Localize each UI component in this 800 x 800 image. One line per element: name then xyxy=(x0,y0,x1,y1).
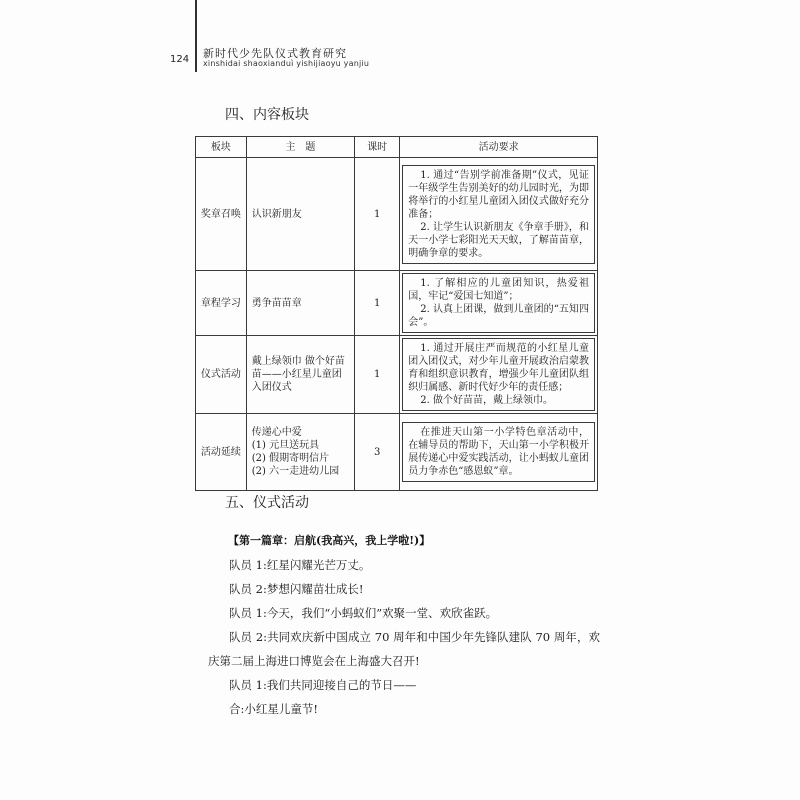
table-row xyxy=(196,158,598,271)
chapter-heading: 【第一篇章：启航(我高兴，我上学啦!)】 xyxy=(228,534,431,547)
cell-topic xyxy=(246,158,354,271)
cell-hours: 1 xyxy=(355,336,400,414)
requirement-item: 1. 通过“告别学前准备期”仪式，见证一年级学生告别美好的幼儿园时光，为即将举行的小红星儿童团入团仪式做好充分准备； xyxy=(408,169,589,220)
header-requirements: 活动要求 xyxy=(400,137,598,158)
content-blocks-table xyxy=(195,136,598,491)
header-hours: 课时 xyxy=(355,137,400,158)
table-row xyxy=(196,271,598,336)
topic-line: 戴上绿领巾 做个好苗苗——小红星儿童团入团仪式 xyxy=(251,356,345,393)
cell-topic xyxy=(246,336,354,414)
table-header-row xyxy=(196,137,598,158)
requirement-item: 2. 认真上团课，做到儿童团的“五知四会”。 xyxy=(408,304,589,328)
cell-hours: 1 xyxy=(355,271,400,336)
cell-requirements xyxy=(400,336,598,414)
topic-line: 传递心中爱 xyxy=(251,427,302,438)
cell-requirements xyxy=(400,271,598,336)
cell-topic xyxy=(246,414,354,491)
section-heading-ceremony: 五、仪式活动 xyxy=(225,495,309,511)
topic-line: 勇争苗苗章 xyxy=(251,297,302,309)
cell-block: 章程学习 xyxy=(196,271,247,336)
script-line: 队员 1:我们共同迎接自己的节日—— xyxy=(229,678,417,692)
topic-line: 认识新朋友 xyxy=(251,208,302,220)
requirement-item: 2. 让学生认识新朋友《争章手册》，和天一小学七彩阳光天天蚁，了解苗苗章，明确争章的要求。 xyxy=(408,221,589,259)
cell-topic xyxy=(246,271,354,336)
cell-block: 活动延续 xyxy=(196,414,247,491)
table-row xyxy=(196,336,598,414)
script-line: 队员 2:共同欢庆新中国成立 70 周年和中国少年先锋队建队 70 周年，欢庆第二届上海进口博览会在上海盛大召开! xyxy=(208,630,600,668)
requirement-item: 1. 了解相应的儿童团知识，热爱祖国，牢记“爱国七知道”； xyxy=(408,278,589,302)
script-line: 合:小红星儿童节! xyxy=(229,702,318,716)
requirement-item: 在推进天山第一小学特色章活动中，在辅导员的帮助下，天山第一小学积极开展传递心中爱实践活动，让小蚂蚁儿童团员力争赤色“感恩蚁”章。 xyxy=(408,427,589,477)
cell-hours: 3 xyxy=(355,414,400,491)
header-topic: 主 题 xyxy=(246,137,354,158)
page-number: 124 xyxy=(170,54,190,65)
ceremony-script xyxy=(208,553,600,721)
cell-requirements xyxy=(400,414,598,491)
requirement-item: 2. 做个好苗苗，戴上绿领巾。 xyxy=(420,395,553,406)
table-row xyxy=(196,414,598,491)
topic-line: (2) 假期寄明信片 xyxy=(251,453,330,464)
running-title-pinyin: xinshidai shaoxianduì yishijiaoyu yanjiu xyxy=(203,59,370,68)
cell-requirements xyxy=(400,158,598,271)
requirement-item: 1. 通过开展庄严而规范的小红星儿童团入团仪式，对少年儿童开展政治启蒙教育和组织意识教育，增强少年儿童团队组织归属感、新时代好少年的责任感； xyxy=(408,343,589,393)
topic-line: (2) 六一走进幼儿园 xyxy=(251,466,340,477)
cell-block: 仪式活动 xyxy=(196,336,247,414)
script-line: 队员 1:今天，我们“小蚂蚁们”欢聚一堂、欢欣雀跃。 xyxy=(229,606,498,620)
script-line: 队员 2:梦想闪耀苗壮成长! xyxy=(229,582,364,596)
section-heading-content-blocks: 四、内容板块 xyxy=(225,107,309,123)
cell-block: 奖章召唤 xyxy=(196,158,247,271)
cell-hours: 1 xyxy=(355,158,400,271)
topic-line: (1) 元旦送玩具 xyxy=(251,440,320,451)
script-line: 队员 1:红星闪耀光芒万丈。 xyxy=(229,558,371,572)
running-title: 新时代少先队仪式教育研究 xyxy=(203,47,347,60)
header-vertical-rule xyxy=(195,0,197,72)
header-block: 板块 xyxy=(196,137,247,158)
